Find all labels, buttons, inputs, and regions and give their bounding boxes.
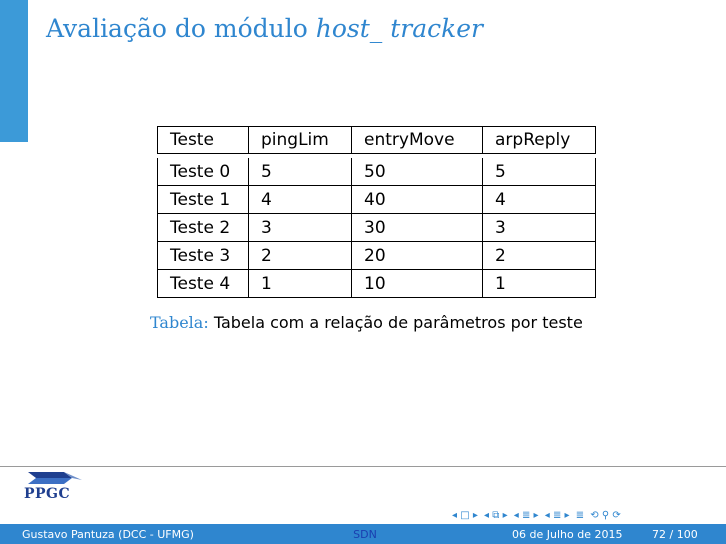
nav-prev-subsection-icon[interactable]: ◂ ⧉ ▸ xyxy=(484,510,508,521)
table-row xyxy=(157,242,596,270)
caption-label: Tabela: xyxy=(150,313,209,332)
parameters-table xyxy=(157,126,596,298)
beamer-navigation xyxy=(452,510,624,521)
table-row xyxy=(157,158,596,186)
nav-prev-frame-icon[interactable]: ◂ □ ▸ xyxy=(452,510,478,521)
footer-short-title: SDN xyxy=(353,528,377,541)
table-row xyxy=(157,186,596,214)
table-cell: 4 xyxy=(248,186,351,214)
header-pinglim: pingLim xyxy=(248,126,351,154)
footer-center xyxy=(240,524,490,544)
table-cell: 3 xyxy=(248,214,351,242)
table-cell: 2 xyxy=(482,242,596,270)
nav-toc-icon[interactable]: ≣ xyxy=(575,510,585,521)
table-cell: 40 xyxy=(351,186,482,214)
table-cell: Teste 1 xyxy=(157,186,248,214)
table-cell: 5 xyxy=(248,158,351,186)
table-cell: 5 xyxy=(482,158,596,186)
table-cell: 1 xyxy=(248,270,351,298)
table-row xyxy=(157,270,596,298)
table-cell: 10 xyxy=(351,270,482,298)
table-cell: Teste 0 xyxy=(157,158,248,186)
table-cell: 3 xyxy=(482,214,596,242)
footer-divider xyxy=(0,466,726,467)
table-cell: Teste 4 xyxy=(157,270,248,298)
table-cell: 4 xyxy=(482,186,596,214)
header-teste: Teste xyxy=(157,126,248,154)
footer-bar xyxy=(0,524,726,544)
slide-title-main: Avaliação do módulo xyxy=(46,14,316,43)
nav-section-icon[interactable]: ◂ ≣ ▸ xyxy=(513,510,539,521)
footer-page-number: 72 / 100 xyxy=(652,528,698,541)
left-accent-bar xyxy=(0,0,28,142)
logo-text: PPGC xyxy=(24,486,71,502)
table-header-row xyxy=(157,126,596,154)
nav-search-icon[interactable]: ⟲ ⚲ ⟳ xyxy=(590,510,621,521)
slide-title xyxy=(46,14,483,43)
footer-author: Gustavo Pantuza (DCC - UFMG) xyxy=(22,528,194,541)
nav-subsection-icon[interactable]: ◂ ≣ ▸ xyxy=(544,510,570,521)
table-cell: 2 xyxy=(248,242,351,270)
header-arpreply: arpReply xyxy=(482,126,596,154)
slide-title-italic: host_ tracker xyxy=(315,14,484,43)
table-row xyxy=(157,214,596,242)
table-cell: 20 xyxy=(351,242,482,270)
header-entrymove: entryMove xyxy=(351,126,482,154)
table-cell: 1 xyxy=(482,270,596,298)
table-cell: 30 xyxy=(351,214,482,242)
table-cell: Teste 3 xyxy=(157,242,248,270)
table-cell: 50 xyxy=(351,158,482,186)
table-cell: Teste 2 xyxy=(157,214,248,242)
table-caption xyxy=(150,313,583,332)
caption-text: Tabela com a relação de parâmetros por teste xyxy=(213,313,583,332)
footer-date: 06 de Julho de 2015 xyxy=(512,528,623,541)
